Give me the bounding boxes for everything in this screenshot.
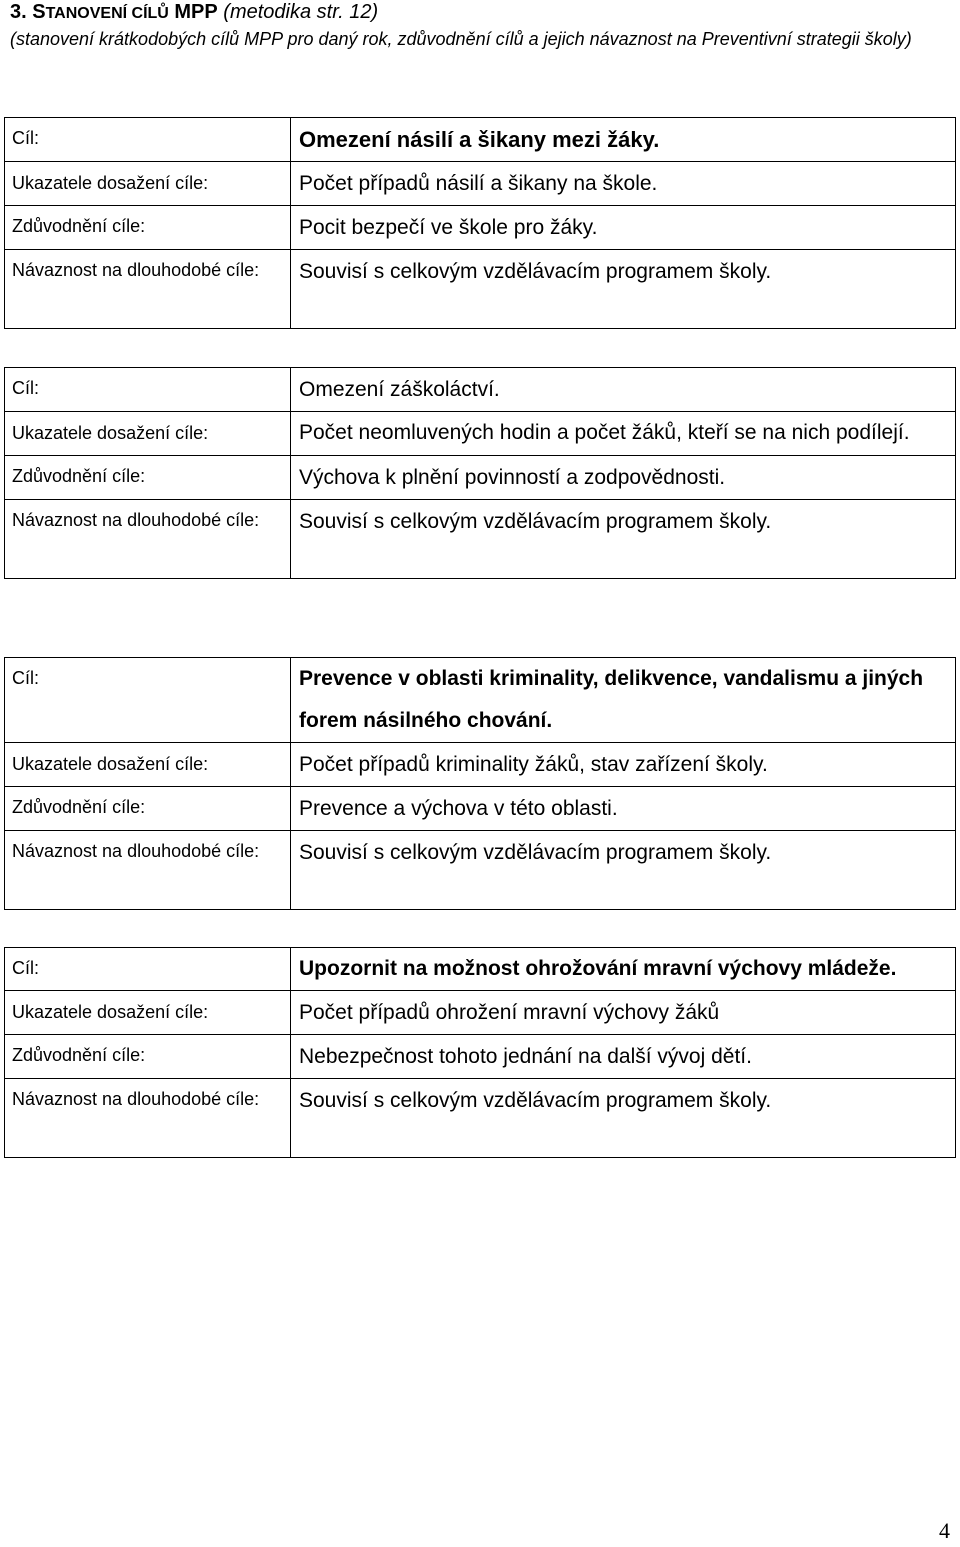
label-zduvodneni: Zdůvodnění cíle: <box>5 1035 291 1079</box>
section-heading <box>10 0 950 51</box>
label-ukazatele: Ukazatele dosažení cíle: <box>5 162 291 206</box>
goal-value: Omezení záškoláctví. <box>291 368 956 412</box>
label-cil: Cíl: <box>5 948 291 991</box>
label-cil: Cíl: <box>5 658 291 743</box>
goal-table-4 <box>4 947 956 1158</box>
label-zduvodneni: Zdůvodnění cíle: <box>5 456 291 500</box>
goal-value: Prevence v oblasti kriminality, delikvence, vandalismu a jiných forem násilného chování. <box>291 658 956 743</box>
indicator-value: Počet případů ohrožení mravní výchovy žáků <box>291 991 956 1035</box>
label-ukazatele: Ukazatele dosažení cíle: <box>5 743 291 787</box>
label-cil: Cíl: <box>5 118 291 162</box>
label-navaznost: Návaznost na dlouhodobé cíle: <box>5 500 291 579</box>
label-zduvodneni: Zdůvodnění cíle: <box>5 206 291 250</box>
goal-value: Omezení násilí a šikany mezi žáky. <box>291 118 956 162</box>
section-title: 3. STANOVENÍ CÍLŮ MPP (metodika str. 12) <box>10 1 379 23</box>
justification-value: Pocit bezpečí ve škole pro žáky. <box>291 206 956 250</box>
label-cil: Cíl: <box>5 368 291 412</box>
goal-table-3 <box>4 657 956 910</box>
label-ukazatele: Ukazatele dosažení cíle: <box>5 991 291 1035</box>
continuity-value: Souvisí s celkovým vzdělávacím programem školy. <box>291 1079 956 1158</box>
label-navaznost: Návaznost na dlouhodobé cíle: <box>5 831 291 910</box>
indicator-value: Počet neomluvených hodin a počet žáků, kteří se na nich podílejí. <box>291 412 956 456</box>
label-navaznost: Návaznost na dlouhodobé cíle: <box>5 250 291 329</box>
goal-table-1 <box>4 117 956 329</box>
continuity-value: Souvisí s celkovým vzdělávacím programem školy. <box>291 500 956 579</box>
label-ukazatele: Ukazatele dosažení cíle: <box>5 412 291 456</box>
justification-value: Výchova k plnění povinností a zodpovědnosti. <box>291 456 956 500</box>
goal-table-2 <box>4 367 956 579</box>
indicator-value: Počet případů kriminality žáků, stav zařízení školy. <box>291 743 956 787</box>
indicator-value: Počet případů násilí a šikany na škole. <box>291 162 956 206</box>
page-number: 4 <box>939 1518 950 1543</box>
goal-value: Upozornit na možnost ohrožování mravní výchovy mládeže. <box>291 948 956 991</box>
label-zduvodneni: Zdůvodnění cíle: <box>5 787 291 831</box>
continuity-value: Souvisí s celkovým vzdělávacím programem školy. <box>291 250 956 329</box>
section-subtitle: (stanovení krátkodobých cílů MPP pro daný rok, zdůvodnění cílů a jejich návaznost na Preventivní strategii školy) <box>10 29 912 49</box>
continuity-value: Souvisí s celkovým vzdělávacím programem školy. <box>291 831 956 910</box>
justification-value: Prevence a výchova v této oblasti. <box>291 787 956 831</box>
justification-value: Nebezpečnost tohoto jednání na další vývoj dětí. <box>291 1035 956 1079</box>
label-navaznost: Návaznost na dlouhodobé cíle: <box>5 1079 291 1158</box>
